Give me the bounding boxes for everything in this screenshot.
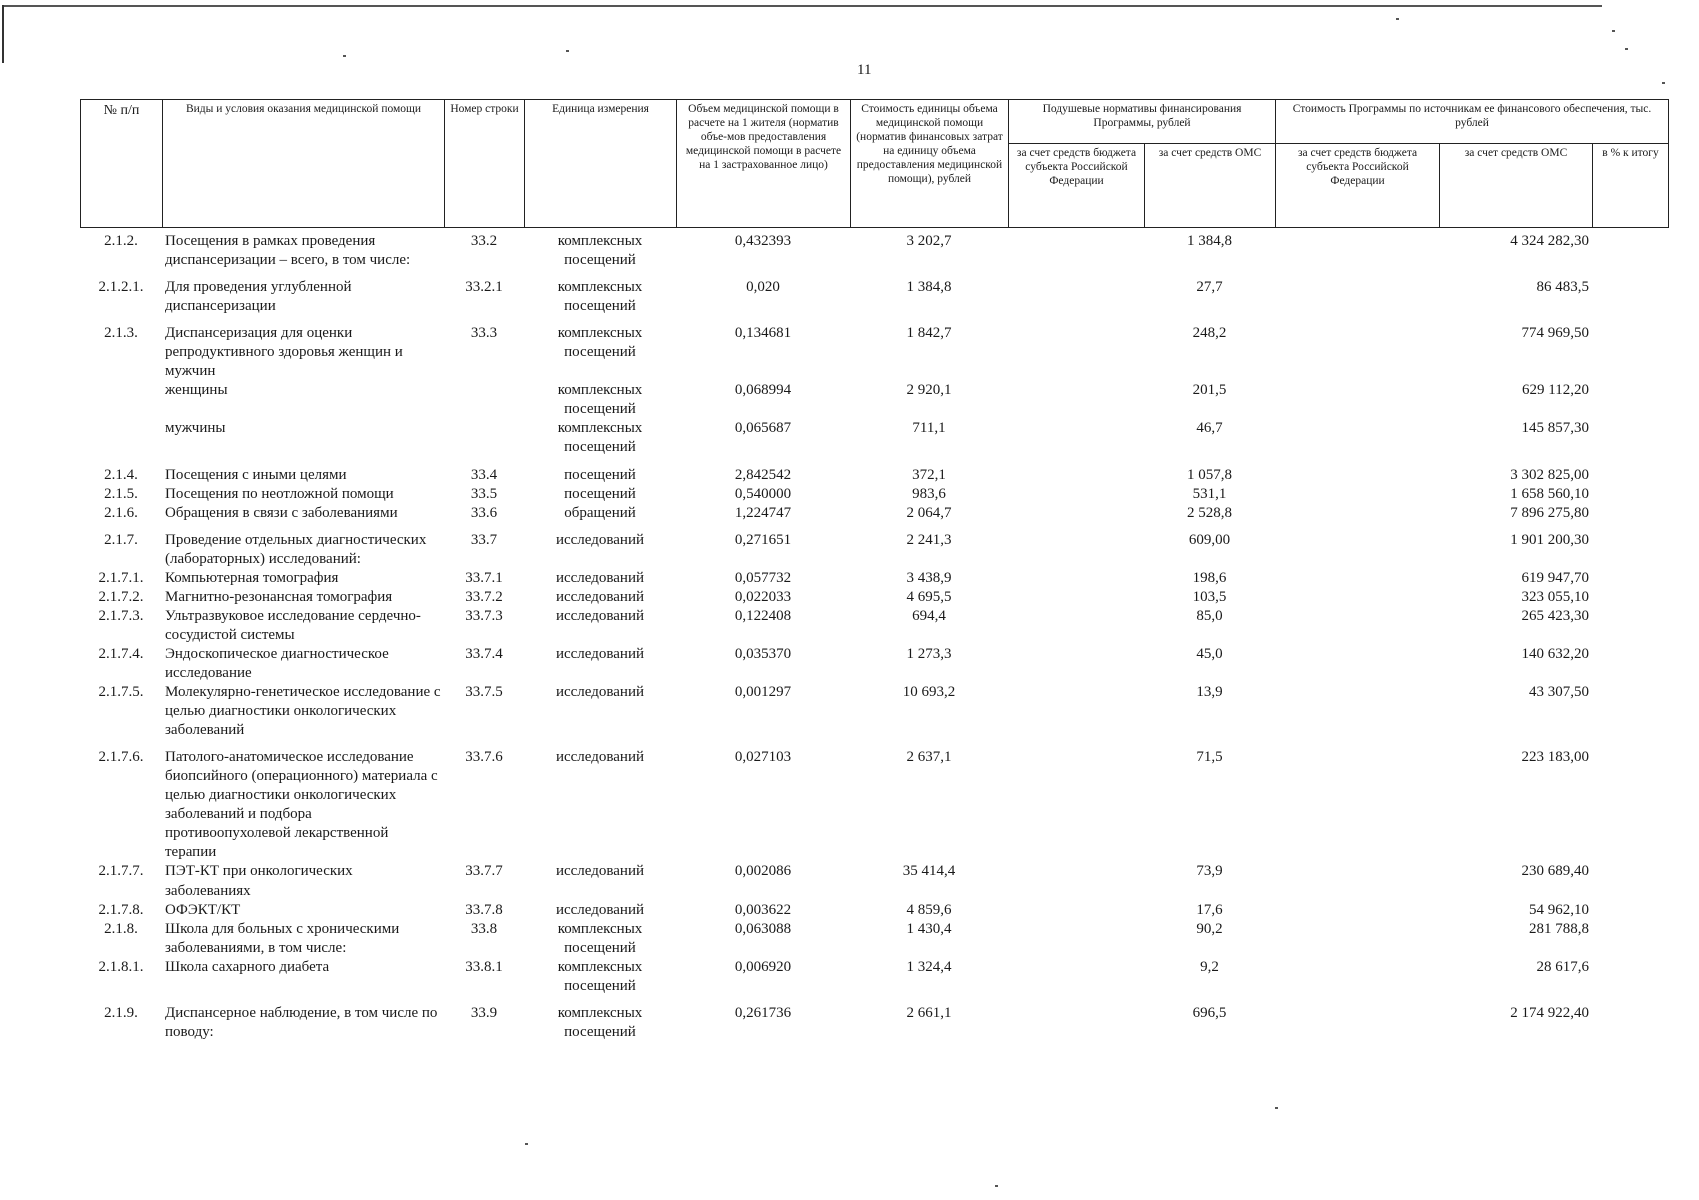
page-number: 11 [857,62,872,78]
cell-row [444,381,524,419]
cell-cost: 3 438,9 [906,569,952,586]
cell-norm-oms: 248,2 [1192,325,1227,342]
table-row [80,316,1668,381]
cell-prog-budget [1275,645,1439,683]
cell-prog-budget [1275,607,1439,645]
cell-name: мужчины [165,420,226,437]
cell-pct [1592,920,1668,958]
cell-row: 33.8 [470,920,498,937]
cell-num: 2.1.7.7. [98,863,144,880]
table-row [80,645,1668,683]
table-row [80,485,1668,504]
cell-cost: 2 064,7 [906,504,952,521]
cell-cost: 4 859,6 [906,901,952,918]
cell-volume: 0,006920 [734,958,792,975]
cell-norm-oms: 17,6 [1196,901,1223,918]
cell-pct [1592,569,1668,588]
cell-row: 33.7.8 [465,901,503,918]
cell-pct [1592,901,1668,920]
cell-num: 2.1.7.6. [98,749,144,766]
cell-norm-budget [1008,485,1144,504]
table-row [80,504,1668,523]
cell-name: Патолого-анатомическое исследование биопсийного (операционного) материала с целью диагностики онкологических заболеваний и подбора противоопухолевой лекарственной терапии [165,749,438,861]
cell-norm-oms: 103,5 [1192,588,1227,605]
cell-unit: комплексных посещений [557,958,643,994]
cell-pct [1592,523,1668,569]
cell-norm-oms: 201,5 [1192,382,1227,399]
cell-unit: исследований [555,645,645,662]
cell-row: 33.9 [470,1004,498,1021]
cell-pct [1592,607,1668,645]
cell-cost: 10 693,2 [902,684,956,701]
cell-num: 2.1.9. [104,1004,138,1021]
cell-prog-budget [1275,316,1439,381]
cell-name: Школа для больных с хроническими заболеваниями, в том числе: [165,920,400,956]
cell-prog-oms: 223 183,00 [1521,749,1589,766]
cell-prog-oms: 3 302 825,00 [1510,466,1589,483]
scan-speck [995,1185,998,1187]
cell-prog-budget [1275,588,1439,607]
cell-pct [1592,232,1668,270]
cell-num: 2.1.7. [104,531,138,548]
cell-prog-budget [1275,862,1439,900]
cell-prog-budget [1275,740,1439,862]
table-header [80,99,1669,228]
cell-pct [1592,588,1668,607]
cell-row: 33.7.7 [465,863,503,880]
cell-norm-budget [1008,270,1144,316]
cell-cost: 2 661,1 [906,1004,952,1021]
cell-volume: 0,022033 [734,588,792,605]
header-types: Виды и условия оказания медицинской помощи [163,100,445,228]
cell-pct [1592,958,1668,996]
cell-norm-budget [1008,645,1144,683]
header-prog-budget: за счет средств бюджета субъекта Российской Федерации [1276,144,1440,228]
scan-speck [525,1143,528,1145]
table-row [80,958,1668,996]
cell-prog-oms: 43 307,50 [1529,684,1589,701]
cell-row: 33.7.4 [465,645,503,662]
cell-cost: 4 695,5 [906,588,952,605]
cell-num: 2.1.8.1. [98,958,144,975]
table-row [80,862,1668,900]
cell-name: Проведение отдельных диагностических (лабораторных) исследований: [165,531,427,567]
cell-pct [1592,504,1668,523]
cell-prog-oms: 619 947,70 [1521,569,1589,586]
cell-volume: 0,003622 [734,901,792,918]
cell-norm-budget [1008,381,1144,419]
scan-speck [1662,82,1665,84]
cell-cost: 1 430,4 [906,920,952,937]
cell-unit: посещений [564,485,636,502]
cell-norm-budget [1008,901,1144,920]
cell-name: Посещения в рамках проведения диспансеризации – всего, в том числе: [165,233,411,269]
cell-prog-budget [1275,381,1439,419]
cell-cost: 35 414,4 [902,863,956,880]
table-row [80,458,1668,485]
cell-volume: 0,063088 [734,920,792,937]
cell-cost: 1 842,7 [906,325,952,342]
cell-unit: исследований [555,863,645,880]
cell-cost: 694,4 [912,607,946,624]
cell-row: 33.5 [470,485,498,502]
table-row [80,740,1668,862]
cell-norm-budget [1008,920,1144,958]
cell-row: 33.2.1 [465,279,503,296]
cell-cost: 372,1 [912,466,946,483]
cell-prog-oms: 323 055,10 [1521,588,1589,605]
table-row [80,901,1668,920]
cell-volume: 0,122408 [734,607,792,624]
cell-cost: 1 324,4 [906,958,952,975]
cell-norm-oms: 1 057,8 [1187,466,1232,483]
cell-prog-oms: 28 617,6 [1536,958,1589,975]
cell-name: ПЭТ-КТ при онкологических заболеваниях [165,863,353,899]
cell-prog-oms: 774 969,50 [1521,325,1589,342]
cell-name: Магнитно-резонансная томография [165,588,393,605]
cell-num: 2.1.7.2. [98,588,144,605]
cell-cost: 2 637,1 [906,749,952,766]
cell-row: 33.7.6 [465,749,503,766]
cell-num: 2.1.2.1. [98,279,144,296]
cell-prog-oms: 7 896 275,80 [1510,504,1589,521]
cell-norm-budget [1008,316,1144,381]
cell-norm-budget [1008,683,1144,740]
scan-speck [1396,18,1399,20]
cell-row: 33.6 [470,504,498,521]
cell-prog-budget [1275,920,1439,958]
cell-num: 2.1.7.1. [98,569,144,586]
cell-row: 33.8.1 [465,958,503,975]
header-num: № п/п [81,100,163,228]
cell-prog-oms: 1 901 200,30 [1510,531,1589,548]
cell-name: Диспансерное наблюдение, в том числе по поводу: [165,1004,438,1040]
cell-norm-oms: 9,2 [1200,958,1219,975]
cell-num [80,381,162,419]
cell-norm-oms: 13,9 [1196,684,1223,701]
cell-norm-oms: 531,1 [1192,485,1227,502]
cell-row: 33.7.1 [465,569,503,586]
cell-row: 33.3 [470,325,498,342]
cell-unit: комплексных посещений [557,382,643,418]
header-prog-oms: за счет средств ОМС [1440,144,1593,228]
cell-unit: исследований [555,684,645,701]
cell-name: Обращения в связи с заболеваниями [165,504,398,521]
table-row [80,569,1668,588]
cell-volume: 0,065687 [734,420,792,437]
cell-pct [1592,458,1668,485]
cell-norm-budget [1008,588,1144,607]
cell-norm-oms: 2 528,8 [1187,504,1232,521]
cell-cost: 711,1 [912,420,946,437]
cell-unit: исследований [555,531,645,548]
cell-norm-oms: 45,0 [1196,645,1223,662]
cell-unit: комплексных посещений [557,420,643,456]
cell-prog-oms: 140 632,20 [1521,645,1589,662]
cell-pct [1592,996,1668,1042]
cell-pct [1592,316,1668,381]
cell-volume: 0,057732 [734,569,792,586]
cell-num: 2.1.7.4. [98,645,144,662]
cell-norm-oms: 1 384,8 [1187,233,1232,249]
cell-volume: 0,001297 [734,684,792,701]
cell-unit: исследований [555,901,645,918]
cell-num: 2.1.8. [104,920,138,937]
cell-cost: 3 202,7 [906,233,952,249]
cell-num [80,419,162,457]
cell-norm-budget [1008,740,1144,862]
cell-name: Ультразвуковое исследование сердечно-сосудистой системы [165,607,421,643]
cell-norm-budget [1008,569,1144,588]
cell-name: ОФЭКТ/КТ [165,901,241,918]
cell-unit: комплексных посещений [557,279,643,315]
cell-norm-budget [1008,607,1144,645]
cell-row [444,419,524,457]
scan-speck [1275,1107,1278,1109]
cell-volume: 0,027103 [734,749,792,766]
cell-norm-budget [1008,523,1144,569]
cell-cost: 2 920,1 [906,382,952,399]
cell-norm-oms: 27,7 [1196,279,1223,296]
cell-prog-oms: 4 324 282,30 [1510,233,1589,249]
cell-cost: 1 273,3 [906,645,952,662]
table-row [80,270,1668,316]
cell-prog-oms: 2 174 922,40 [1510,1004,1589,1021]
cell-row: 33.7.3 [465,607,503,624]
cell-cost: 983,6 [912,485,946,502]
cell-row: 33.2 [470,233,498,249]
cell-name: Посещения с иными целями [165,466,347,483]
cell-name: Посещения по неотложной помощи [165,485,394,502]
cell-volume: 2,842542 [734,466,792,483]
table-row [80,607,1668,645]
cell-unit: комплексных посещений [557,920,643,956]
cell-pct [1592,485,1668,504]
cell-prog-budget [1275,569,1439,588]
cell-pct [1592,862,1668,900]
cell-name: Для проведения углубленной диспансеризации [165,279,352,315]
header-volume: Объем медицинской помощи в расчете на 1 жителя (норматив объе-мов предоставления медицинской помощи в расчете на 1 застрахованное лицо) [677,100,851,228]
cell-volume: 0,540000 [734,485,792,502]
cell-unit: исследований [555,588,645,605]
cell-cost: 2 241,3 [906,531,952,548]
cell-prog-budget [1275,270,1439,316]
cell-norm-budget [1008,958,1144,996]
cell-name: Компьютерная томография [165,569,339,586]
cell-name: женщины [165,382,228,399]
header-group-norm: Подушевые нормативы финансирования Программы, рублей [1009,100,1276,144]
header-row: Номер строки [445,100,525,228]
cell-unit: комплексных посещений [557,233,643,269]
cell-norm-oms: 198,6 [1192,569,1227,586]
header-norm-budget: за счет средств бюджета субъекта Российской Федерации [1009,144,1145,228]
cell-num: 2.1.2. [104,233,138,249]
cell-row: 33.7.5 [465,684,503,701]
cell-prog-budget [1275,958,1439,996]
cell-num: 2.1.7.8. [98,901,144,918]
cell-norm-oms: 71,5 [1196,749,1223,766]
cell-row: 33.4 [470,466,498,483]
cell-name: Диспансеризация для оценки репродуктивного здоровья женщин и мужчин [165,325,403,380]
header-norm-oms: за счет средств ОМС [1145,144,1276,228]
header-prog-pct: в % к итогу [1593,144,1669,228]
table-row [80,996,1668,1042]
cell-num: 2.1.7.3. [98,607,144,624]
cell-unit: исследований [555,607,645,624]
cell-cost: 1 384,8 [906,279,952,296]
scan-speck [1612,30,1615,32]
cell-pct [1592,270,1668,316]
cell-prog-budget [1275,683,1439,740]
cell-pct [1592,645,1668,683]
cell-volume: 1,224747 [734,504,792,521]
scan-border-left [2,5,4,63]
cell-name: Школа сахарного диабета [165,958,330,975]
cell-volume: 0,020 [746,279,780,296]
cell-norm-oms: 609,00 [1188,531,1231,548]
cell-num: 2.1.5. [104,485,138,502]
cell-pct [1592,419,1668,457]
cell-norm-oms: 46,7 [1196,420,1223,437]
cell-prog-oms: 54 962,10 [1529,901,1589,918]
table-row [80,381,1668,419]
cell-unit: посещений [564,466,636,483]
cell-volume: 0,068994 [734,382,792,399]
cell-row: 33.7.2 [465,588,503,605]
cell-prog-budget [1275,996,1439,1042]
table-row [80,588,1668,607]
cell-unit: комплексных посещений [557,325,643,361]
cell-unit: исследований [555,749,645,766]
cell-volume: 0,134681 [734,325,792,342]
scan-speck [1625,48,1628,50]
header-group-prog: Стоимость Программы по источникам ее финансового обеспечения, тыс. рублей [1276,100,1669,144]
cell-prog-budget [1275,901,1439,920]
cell-unit: обращений [564,504,636,521]
cell-num: 2.1.7.5. [98,684,144,701]
cell-prog-budget [1275,458,1439,485]
cell-volume: 0,035370 [734,645,792,662]
cell-norm-oms: 90,2 [1196,920,1223,937]
scan-speck [566,50,569,52]
table-row [80,419,1668,457]
cell-volume: 0,271651 [734,531,792,548]
cell-norm-budget [1008,419,1144,457]
cell-prog-budget [1275,523,1439,569]
cell-volume: 0,261736 [734,1004,792,1021]
cell-prog-oms: 86 483,5 [1536,279,1589,296]
cell-name: Эндоскопическое диагностическое исследование [165,645,389,681]
header-unit: Единица измерения [525,100,677,228]
cell-norm-budget [1008,862,1144,900]
table-row [80,683,1668,740]
cell-norm-oms: 696,5 [1192,1004,1227,1021]
cell-pct [1592,683,1668,740]
header-cost: Стоимость единицы объема медицинской помощи (норматив финансовых затрат на единицу объема предоставления медицинской помощи), рублей [851,100,1009,228]
cell-prog-oms: 1 658 560,10 [1510,485,1589,502]
cell-unit: комплексных посещений [557,1004,643,1040]
cell-prog-oms: 281 788,8 [1529,920,1589,937]
cell-prog-budget [1275,504,1439,523]
cell-row: 33.7 [470,531,498,548]
scan-speck [343,55,346,57]
cell-volume: 0,002086 [734,863,792,880]
cell-prog-oms: 230 689,40 [1521,863,1589,880]
cell-name: Молекулярно-генетическое исследование с целью диагностики онкологических заболеваний [165,684,441,739]
cell-norm-oms: 85,0 [1196,607,1223,624]
cell-norm-budget [1008,232,1144,270]
cell-prog-oms: 145 857,30 [1521,420,1589,437]
cell-norm-oms: 73,9 [1196,863,1223,880]
cell-num: 2.1.3. [104,325,138,342]
table-body [80,232,1668,1042]
cell-unit: исследований [555,569,645,586]
cell-num: 2.1.4. [104,466,138,483]
table-row [80,523,1668,569]
scan-border-top [2,5,1602,7]
cell-prog-oms: 265 423,30 [1521,607,1589,624]
cell-volume: 0,432393 [734,233,792,249]
cell-norm-budget [1008,996,1144,1042]
cell-prog-oms: 629 112,20 [1522,382,1589,399]
table-row [80,232,1668,270]
cell-num: 2.1.6. [104,504,138,521]
cell-norm-budget [1008,458,1144,485]
cell-pct [1592,381,1668,419]
cell-prog-budget [1275,419,1439,457]
cell-pct [1592,740,1668,862]
table-row [80,920,1668,958]
cell-prog-budget [1275,485,1439,504]
cell-prog-budget [1275,232,1439,270]
cell-norm-budget [1008,504,1144,523]
